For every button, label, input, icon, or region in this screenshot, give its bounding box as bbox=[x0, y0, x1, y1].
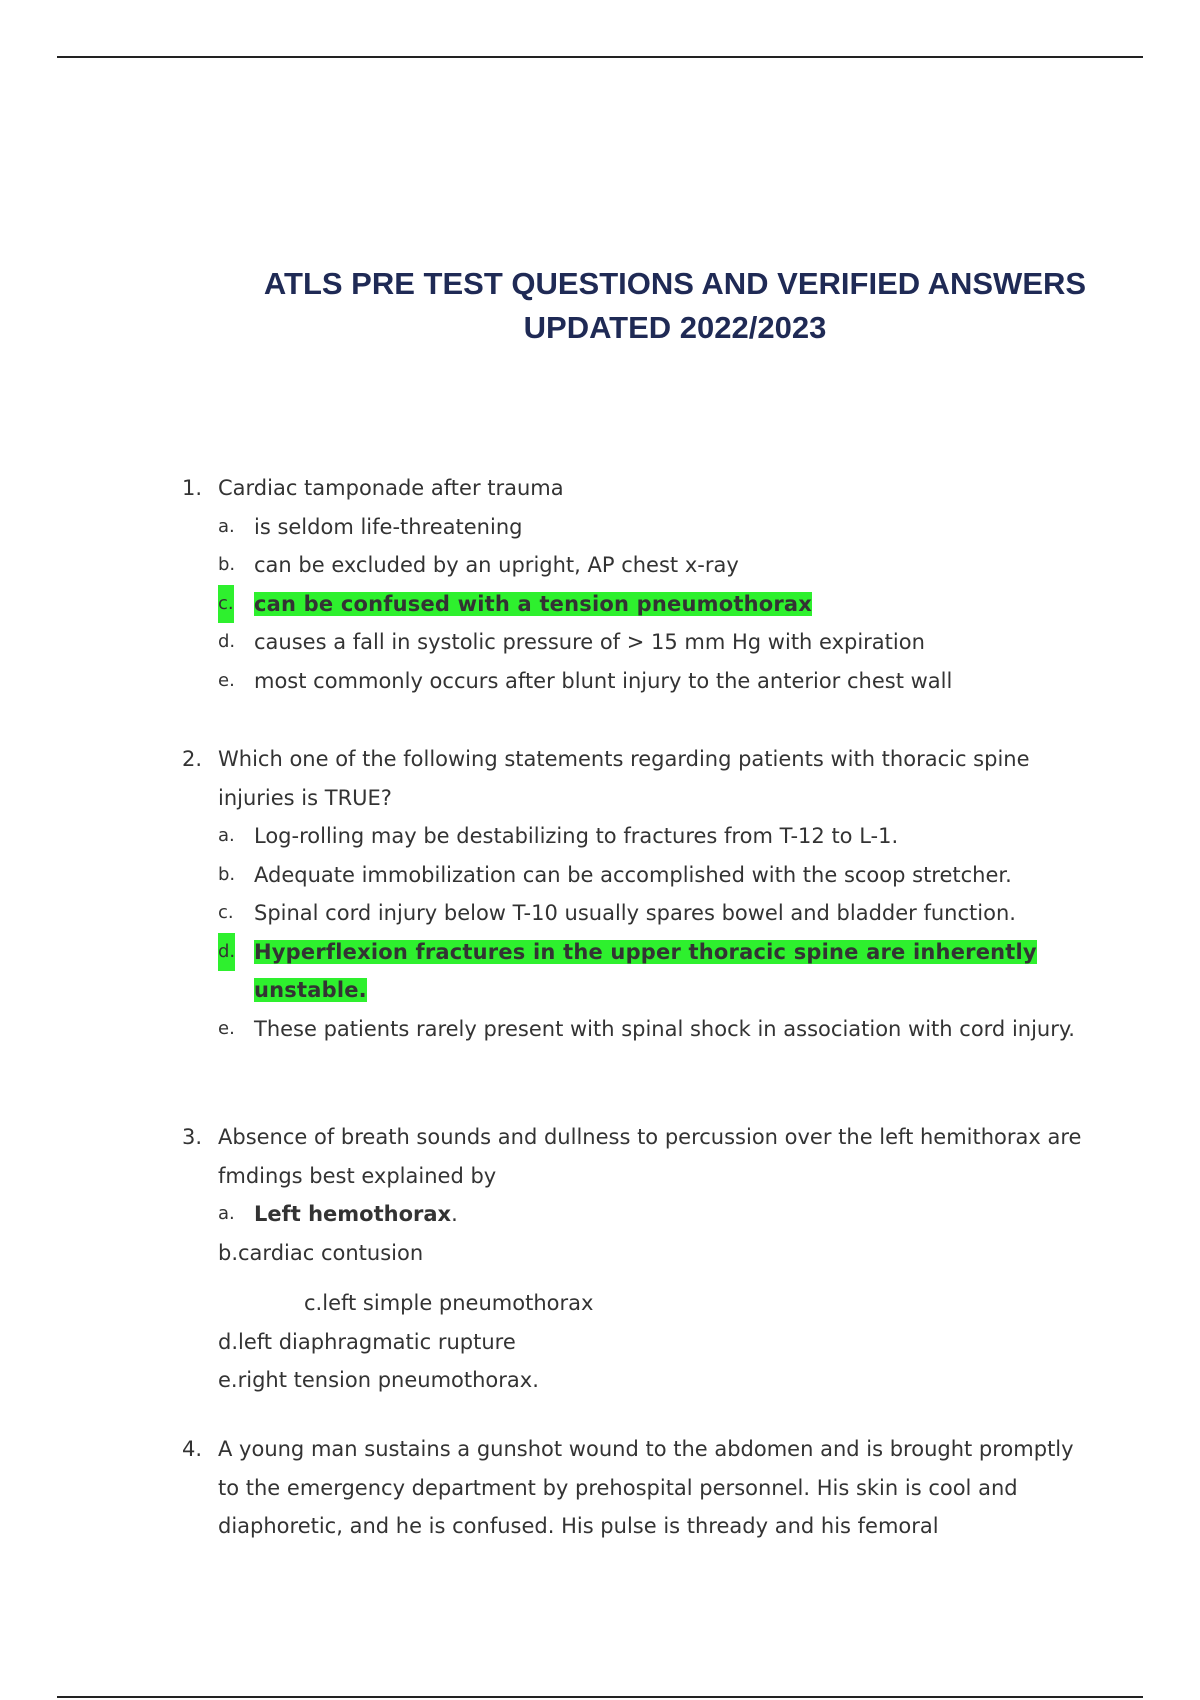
option-letter: b. bbox=[218, 1240, 239, 1265]
option-e bbox=[218, 662, 1082, 701]
option-letter: b. bbox=[218, 554, 236, 575]
option-e bbox=[218, 1361, 1082, 1400]
option-b bbox=[218, 856, 1082, 895]
question-4 bbox=[182, 1430, 1082, 1546]
option-text: causes a fall in systolic pressure of > 15 mm Hg with expiration bbox=[254, 630, 925, 654]
option-letter: c. bbox=[218, 902, 234, 923]
correct-answer-highlight: can be confused with a tension pneumothorax bbox=[254, 591, 813, 616]
option-letter: b. bbox=[218, 863, 236, 885]
option-d bbox=[218, 1323, 1082, 1362]
question-1 bbox=[182, 469, 1082, 700]
title-line-1: ATLS PRE TEST QUESTIONS AND VERIFIED ANSWERS bbox=[263, 266, 1087, 301]
title-line-2: UPDATED 2022/2023 bbox=[523, 310, 827, 345]
option-text: Adequate immobilization can be accomplished with the scoop stretcher. bbox=[254, 862, 1012, 887]
option-letter: e. bbox=[218, 669, 235, 691]
question-3 bbox=[182, 1118, 1082, 1400]
option-d bbox=[218, 623, 1082, 662]
option-letter: d. bbox=[218, 933, 235, 972]
question-number: 2. bbox=[182, 747, 203, 771]
top-rule bbox=[57, 56, 1143, 58]
question-2 bbox=[182, 740, 1082, 1048]
option-text: most commonly occurs after blunt injury to the anterior chest wall bbox=[254, 668, 953, 693]
option-letter: a. bbox=[218, 515, 235, 537]
option-letter: e. bbox=[218, 1017, 235, 1039]
option-c-correct bbox=[218, 585, 1082, 624]
option-b bbox=[218, 1234, 1082, 1273]
option-text: Log-rolling may be destabilizing to fractures from T-12 to L-1. bbox=[254, 824, 899, 848]
option-letter: c. bbox=[218, 585, 234, 624]
question-stem: Which one of the following statements regarding patients with thoracic spine injuries is TRUE? bbox=[218, 747, 1030, 810]
question-number: 1. bbox=[182, 476, 203, 500]
option-letter: c. bbox=[304, 1291, 323, 1315]
question-stem: A young man sustains a gunshot wound to the abdomen and is brought promptly to the emergency department by prehospital personnel. His skin is cool and diaphoretic, and he is confused. His pulse is thready and his femoral bbox=[218, 1437, 1074, 1538]
question-number: 3. bbox=[182, 1125, 203, 1149]
option-text: cardiac contusion bbox=[238, 1240, 424, 1265]
option-text: left diaphragmatic rupture bbox=[238, 1329, 516, 1354]
option-period: . bbox=[451, 1202, 458, 1226]
document-title bbox=[0, 262, 1200, 350]
option-c bbox=[218, 894, 1082, 933]
correct-answer-highlight: Hyperflexion fractures in the upper thoracic spine are inherently unstable. bbox=[254, 939, 1037, 1002]
option-letter: d. bbox=[218, 631, 236, 652]
option-letter: a. bbox=[218, 825, 235, 846]
option-text: right tension pneumothorax. bbox=[237, 1368, 539, 1392]
option-c bbox=[304, 1284, 1082, 1323]
bottom-rule bbox=[57, 1696, 1143, 1698]
option-text: is seldom life-threatening bbox=[254, 514, 523, 539]
question-number: 4. bbox=[182, 1437, 203, 1461]
option-a bbox=[218, 508, 1082, 547]
option-d-correct bbox=[218, 933, 1082, 1010]
option-text: Left hemothorax bbox=[254, 1202, 452, 1226]
option-text: These patients rarely present with spinal shock in association with cord injury. bbox=[254, 1016, 1075, 1041]
option-text: can be excluded by an upright, AP chest x-ray bbox=[254, 553, 739, 577]
option-letter: e. bbox=[218, 1368, 238, 1392]
question-stem: Absence of breath sounds and dullness to percussion over the left hemithorax are fmdings best explained by bbox=[218, 1125, 1082, 1188]
option-b bbox=[218, 546, 1082, 585]
question-stem: Cardiac tamponade after trauma bbox=[218, 476, 564, 500]
option-a-bold bbox=[218, 1195, 1082, 1234]
option-letter: a. bbox=[218, 1203, 235, 1224]
option-a bbox=[218, 817, 1082, 856]
option-text: Spinal cord injury below T-10 usually spares bowel and bladder function. bbox=[254, 901, 1016, 925]
option-text: left simple pneumothorax bbox=[322, 1291, 594, 1315]
option-e bbox=[218, 1010, 1082, 1049]
option-letter: d. bbox=[218, 1329, 239, 1354]
